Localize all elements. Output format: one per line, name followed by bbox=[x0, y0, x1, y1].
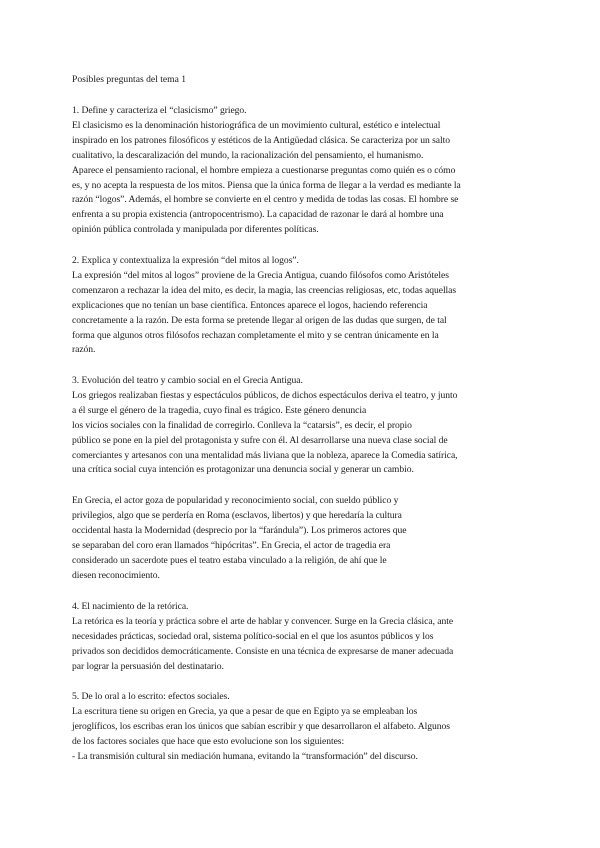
paragraph-line: El clasicismo es la denominación historiográfica de un movimiento cultural, estético e intelectual bbox=[72, 119, 441, 131]
paragraph-line: comerciantes y artesanos con una mentalidad más liviana que la nobleza, aparece la Comedia satírica, bbox=[72, 449, 458, 461]
paragraph-line: de los factores sociales que hace que esto evolucione son los siguientes: bbox=[72, 735, 345, 747]
question-heading: 2. Explica y contextualiza la expresión “del mitos al logos”. bbox=[72, 255, 299, 266]
paragraph-line: una crítica social cuya intención es protagonizar una denuncia social y generar un cambio. bbox=[72, 464, 414, 476]
document-title: Posibles preguntas del tema 1 bbox=[72, 74, 187, 85]
paragraph-line: comenzaron a rechazar la idea del mito, es decir, la magia, las creencias religiosas, etc, todas aquellas bbox=[72, 284, 457, 296]
list-item: - La transmisión cultural sin mediación humana, evitando la “transformación” del discurso. bbox=[72, 750, 418, 762]
paragraph-line: diesen reconocimiento. bbox=[72, 569, 160, 581]
paragraph-line: La expresión “del mitos al logos” proviene de la Grecia Antigua, cuando filósofos como Aristóteles bbox=[72, 269, 449, 281]
paragraph-line: Aparece el pensamiento racional, el hombre empieza a cuestionarse preguntas como quién es o cómo bbox=[72, 164, 456, 176]
paragraph-line: considerado un sacerdote pues el teatro estaba vinculado a la religión, de ahí que le bbox=[72, 554, 387, 566]
paragraph-line: Los griegos realizaban fiestas y espectáculos públicos, de dichos espectáculos deriva el teatro, y junto bbox=[72, 389, 458, 401]
paragraph-line: se separaban del coro eran llamados “hipócritas”. En Grecia, el actor de tragedia era bbox=[72, 539, 391, 551]
paragraph-line: inspirado en los patrones filosóficos y estéticos de la Antigüedad clásica. Se caracteriza por un salto bbox=[72, 134, 450, 146]
section-oral-escrito bbox=[72, 690, 542, 765]
paragraph-line: los vicios sociales con la finalidad de corregirlo. Conlleva la “catarsis”, es decir, el propio bbox=[72, 419, 412, 431]
section-clasicismo bbox=[72, 104, 542, 238]
paragraph-line: concretamente a la razón. De esta forma se pretende llegar al origen de las dudas que surgen, de tal bbox=[72, 314, 447, 326]
paragraph-line: forma que algunos otros filósofos rechazan completamente el mito y se centran únicamente en la bbox=[72, 329, 439, 341]
paragraph-line: opinión pública controlada y manipulada por diferentes políticas. bbox=[72, 224, 319, 236]
paragraph-line: es, y no acepta la respuesta de los mitos. Piensa que la única forma de llegar a la verdad es mediante la bbox=[72, 179, 461, 191]
paragraph-line: La retórica es la teoría y práctica sobre el arte de hablar y convencer. Surge en la Grecia clásica, ante bbox=[72, 615, 454, 627]
paragraph-line: jeroglíficos, los escribas eran los únicos que sabían escribir y que desarrollaron el alfabeto. Algunos bbox=[72, 720, 450, 732]
paragraph-line: razón “logos”. Además, el hombre se convierte en el centro y medida de todas las cosas. El hombre se bbox=[72, 194, 459, 206]
question-heading: 4. El nacimiento de la retórica. bbox=[72, 601, 189, 612]
paragraph-line: cualitativo, la descaralización del mundo, la racionalización del pensamiento, el humanismo. bbox=[72, 149, 424, 161]
paragraph-line: par lograr la persuasión del destinatario. bbox=[72, 660, 224, 672]
paragraph-line: explicaciones que no tenían un base científica. Entonces aparece el logos, haciendo referencia bbox=[72, 299, 428, 311]
paragraph-line: enfrenta a su propia existencia (antropocentrismo). La capacidad de razonar le dará al hombre una bbox=[72, 209, 444, 221]
section-mitos-logos bbox=[72, 254, 542, 358]
paragraph-line: privados son decididos democráticamente. Consiste en una técnica de expresarse de maner adecuada bbox=[72, 645, 454, 657]
paragraph-line: público se pone en la piel del protagonista y sufre con él. Al desarrollarse una nueva clase social de bbox=[72, 434, 448, 446]
section-teatro bbox=[72, 374, 542, 478]
question-heading: 1. Define y caracteriza el “clasicismo” griego. bbox=[72, 105, 247, 116]
question-heading: 3. Evolución del teatro y cambio social en el Grecia Antigua. bbox=[72, 375, 303, 386]
section-retorica bbox=[72, 600, 542, 675]
paragraph-line: La escritura tiene su origen en Grecia, ya que a pesar de que en Egipto ya se empleaban los bbox=[72, 705, 418, 717]
paragraph-line: occidental hasta la Modernidad (desprecio por la “farándula”). Los primeros actores que bbox=[72, 524, 407, 536]
paragraph-line: En Grecia, el actor goza de popularidad y reconocimiento social, con sueldo público y bbox=[72, 495, 399, 506]
question-heading: 5. De lo oral a lo escrito: efectos sociales. bbox=[72, 691, 230, 702]
paragraph-line: privilegios, algo que se perdería en Roma (esclavos, libertos) y que heredaría la cultura bbox=[72, 509, 402, 521]
section-actor bbox=[72, 494, 542, 583]
paragraph-line: necesidades prácticas, sociedad oral, sistema político-social en el que los asuntos públicos y los bbox=[72, 630, 434, 642]
paragraph-line: a él surge el género de la tragedia, cuyo final es trágico. Este género denuncia bbox=[72, 404, 367, 416]
paragraph-line: razón. bbox=[72, 344, 96, 356]
